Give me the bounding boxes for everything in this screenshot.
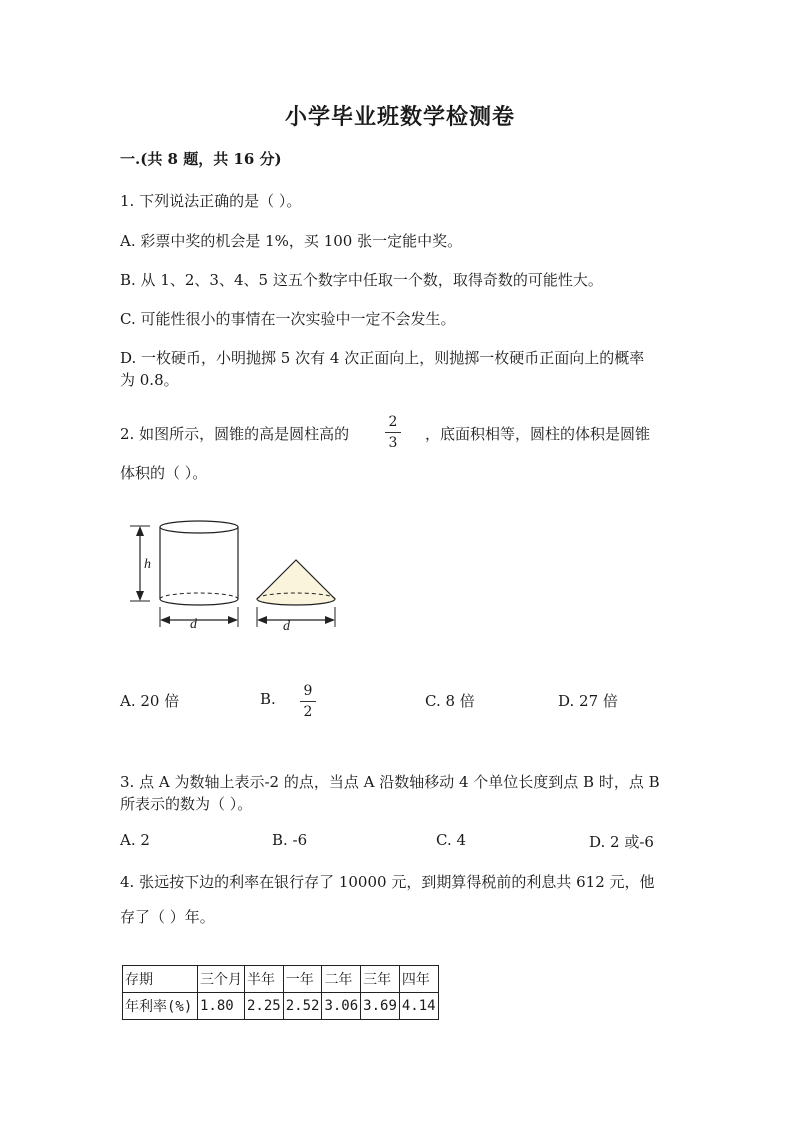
table-cell: 一年 [283,966,322,993]
figure-label-h: h [144,557,151,572]
q3-option-d: D. 2 或-6 [589,833,654,851]
q2-option-c: C. 8 倍 [425,692,475,710]
table-cell: 四年 [399,966,438,993]
q1-option-d-line1: D. 一枚硬币，小明抛掷 5 次有 4 次正面向上，则抛掷一枚硬币正面向上的概率 [120,349,645,367]
q2-fraction-denominator: 3 [388,435,398,451]
q2-option-b-fraction [300,683,316,720]
q2-option-a: A. 20 倍 [120,692,180,710]
figure-label-d-cone: d [283,619,290,634]
q1-option-d-line2: 为 0.8。 [120,371,179,389]
q4-stem-line2: 存了（ ）年。 [120,908,215,926]
fraction-bar [385,432,401,433]
q3-stem-line1: 3. 点 A 为数轴上表示-2 的点，当点 A 沿数轴移动 4 个单位长度到点 B 时，点 B [120,773,660,791]
q2-option-b: B. [260,690,276,708]
table-cell: 4.14 [399,993,438,1020]
q2-fraction [385,414,401,451]
q1-option-c: C. 可能性很小的事情在一次实验中一定不会发生。 [120,310,456,328]
q1-option-b: B. 从 1、2、3、4、5 这五个数字中任取一个数，取得奇数的可能性大。 [120,271,603,289]
table-cell: 存期 [123,966,198,993]
q3-option-c: C. 4 [436,831,467,849]
q2-stem-part3: 体积的（ ）。 [120,464,208,482]
q2-option-b-numerator: 9 [303,683,313,699]
q3-stem-line2: 所表示的数为（ ）。 [120,795,253,813]
section-heading: 一.(共 8 题，共 16 分) [120,150,282,168]
table-cell: 3.69 [361,993,400,1020]
table-cell: 半年 [245,966,284,993]
q2-stem-part2: ，底面积相等，圆柱的体积是圆锥 [425,425,651,443]
table-cell: 三年 [361,966,400,993]
table-cell: 年利率(%) [123,993,198,1020]
table-cell: 1.80 [198,993,245,1020]
q2-option-d: D. 27 倍 [558,692,618,710]
figure-label-d-cylinder: d [190,617,197,632]
q2-fraction-numerator: 2 [388,414,398,430]
q2-option-b-denominator: 2 [303,704,313,720]
table-cell: 3.06 [322,993,361,1020]
table-header-row [123,966,439,993]
q1-option-a: A. 彩票中奖的机会是 1%，买 100 张一定能中奖。 [120,232,463,250]
table-row [123,993,439,1020]
fraction-bar [300,701,316,702]
table-cell: 2.52 [283,993,322,1020]
table-cell: 二年 [322,966,361,993]
table-cell: 2.25 [245,993,284,1020]
q3-option-b: B. -6 [272,831,308,849]
q3-option-a: A. 2 [120,831,150,849]
q4-stem-line1: 4. 张远按下边的利率在银行存了 10000 元，到期算得税前的利息共 612 元，他 [120,873,655,891]
interest-rate-table [122,965,439,1020]
q2-stem-part1: 2. 如图所示，圆锥的高是圆柱高的 [120,425,350,443]
cylinder-cone-figure [120,510,350,640]
q1-stem: 1. 下列说法正确的是（ ）。 [120,192,302,210]
page-title: 小学毕业班数学检测卷 [284,104,515,130]
table-cell: 三个月 [198,966,245,993]
